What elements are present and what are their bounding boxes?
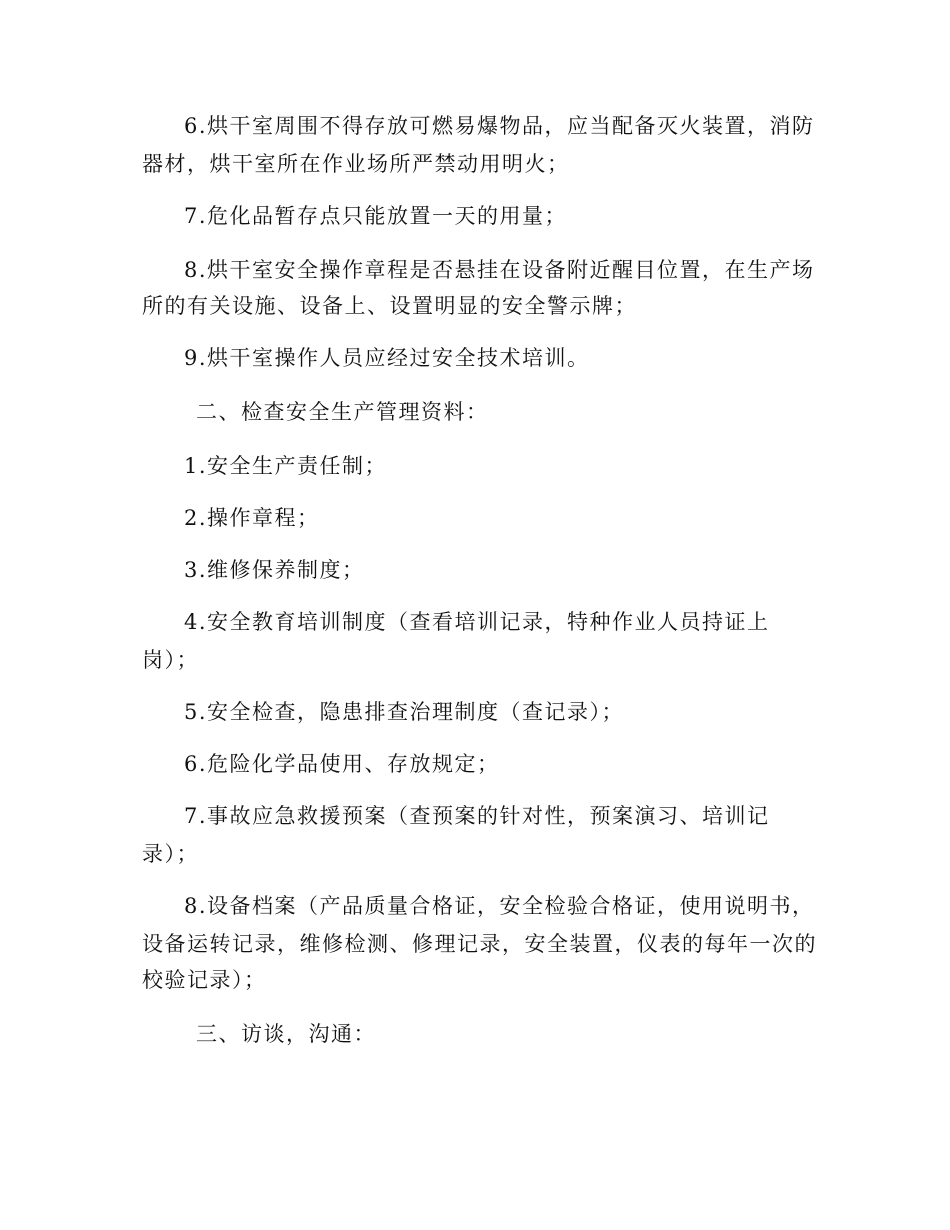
item-7-line-1: 7.危化品暂存点只能放置一天的用量； xyxy=(184,204,568,228)
item-6-line-1: 6.烘干室周围不得存放可燃易爆物品，应当配备灭火装置，消防 xyxy=(184,114,815,138)
doc-item-1: 1.安全生产责任制； xyxy=(184,454,388,478)
doc-item-8-line-3: 校验记录）； xyxy=(142,968,267,992)
doc-item-4-line-2: 岗）； xyxy=(142,648,199,672)
doc-item-2: 2.操作章程； xyxy=(184,506,320,530)
item-8-line-2: 所的有关设施、设备上、设置明显的安全警示牌； xyxy=(142,294,637,318)
doc-item-7-line-2: 录）； xyxy=(142,842,199,866)
item-9-line-1: 9.烘干室操作人员应经过安全技术培训。 xyxy=(184,346,590,370)
section-2-heading: 二、检查安全生产管理资料： xyxy=(196,400,489,424)
doc-item-6: 6.危险化学品使用、存放规定； xyxy=(184,752,500,776)
doc-item-7-line-1: 7.事故应急救援预案（查预案的针对性，预案演习、培训记 xyxy=(184,804,770,828)
doc-item-4-line-1: 4.安全教育培训制度（查看培训记录，特种作业人员持证上 xyxy=(184,610,770,634)
section-3-heading: 三、访谈，沟通： xyxy=(196,1022,376,1046)
doc-item-8-line-1: 8.设备档案（产品质量合格证，安全检验合格证，使用说明书， xyxy=(184,894,815,918)
doc-item-5: 5.安全检查，隐患排查治理制度（查记录）； xyxy=(184,700,625,724)
item-6-line-2: 器材，烘干室所在作业场所严禁动用明火； xyxy=(142,152,570,176)
item-8-line-1: 8.烘干室安全操作章程是否悬挂在设备附近醒目位置，在生产场 xyxy=(184,258,815,282)
doc-item-3: 3.维修保养制度； xyxy=(184,558,365,582)
doc-item-8-line-2: 设备运转记录，维修检测、修理记录，安全装置，仪表的每年一次的 xyxy=(142,932,817,956)
